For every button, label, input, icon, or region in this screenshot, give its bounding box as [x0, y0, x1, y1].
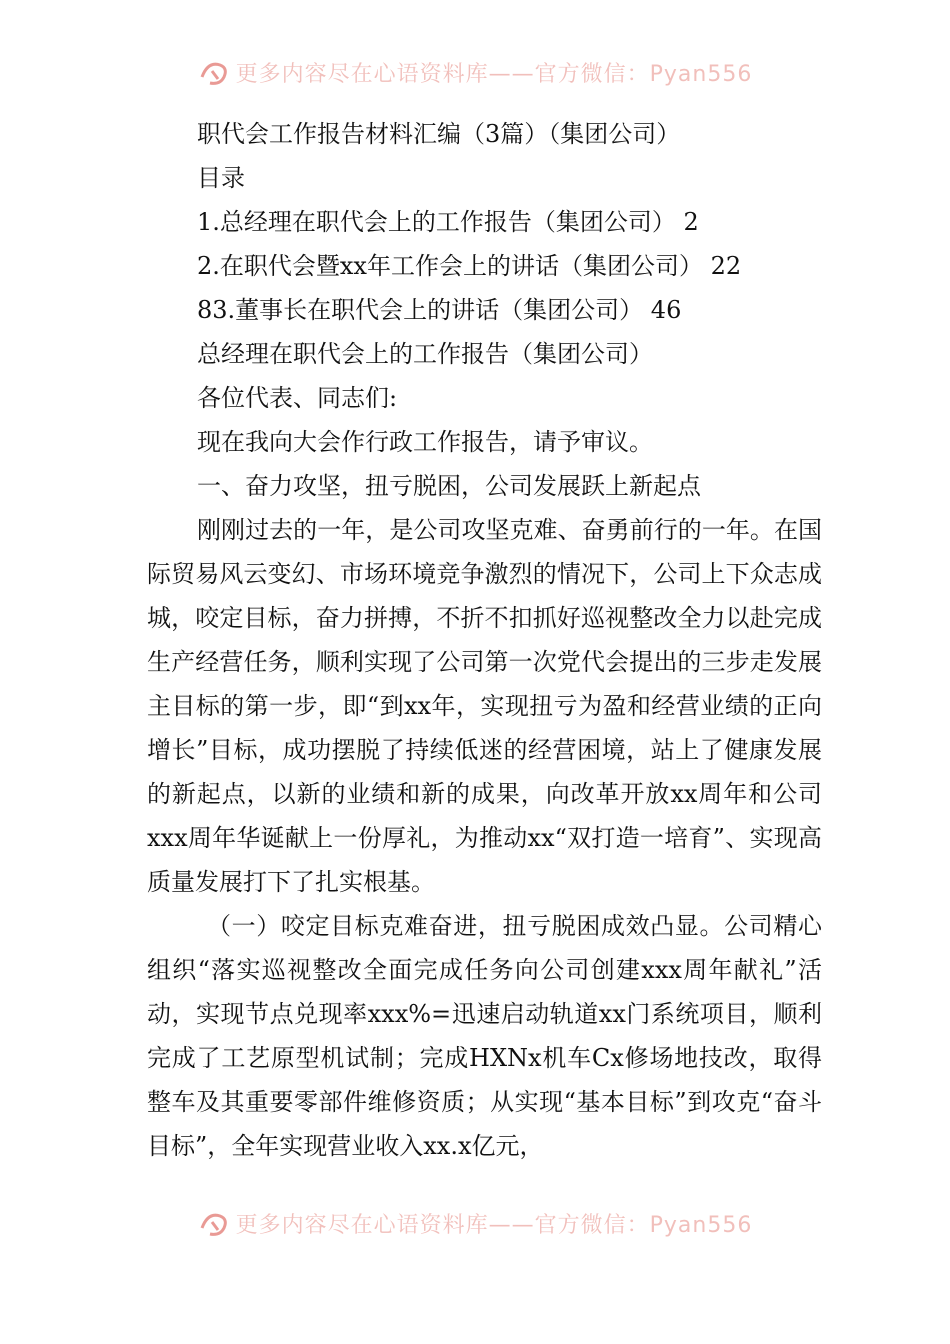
watermark-logo-icon	[198, 57, 232, 87]
body-paragraph-2: （一）咬定目标克难奋进，扭亏脱困成效凸显。公司精心组织“落实巡视整改全面完成任务向公司创建xxx周年献礼”活动，实现节点兑现率xxx%=迅速启动轨道xx门系统项目，顺利完成了工艺原型机试制；完成HXNx机车Cx修场地技改，取得整车及其重要零部件维修资质；从实现“基本目标”到攻克“奋斗目标”，全年实现营业收入xx.x亿元，	[147, 912, 822, 1160]
toc-item-1: 1.总经理在职代会上的工作报告（集团公司） 2	[197, 208, 699, 236]
watermark-text: 更多内容尽在心语资料库——官方微信：Pyan556	[235, 1212, 753, 1238]
toc-label: 目录	[197, 164, 245, 192]
body-paragraph-1: 刚刚过去的一年，是公司攻坚克难、奋勇前行的一年。在国际贸易风云变幻、市场环境竞争激烈的情况下，公司上下众志成城，咬定目标，奋力拼搏，不折不扣抓好巡视整改全力以赴完成生产经营任务，顺利实现了公司第一次党代会提出的三步走发展主目标的第一步，即“到xx年，实现扭亏为盈和经营业绩的正向增长”目标，成功摆脱了持续低迷的经营困境，站上了健康发展的新起点，以新的业绩和新的成果，向改革开放xx周年和公司xxx周年华诞献上一份厚礼，为推动xx“双打造一培育”、实现高质量发展打下了扎实根基。	[147, 516, 822, 896]
toc-item-3: 83.董事长在职代会上的讲话（集团公司） 46	[197, 296, 682, 324]
heading-1: 一、奋力攻坚，扭亏脱困，公司发展跃上新起点	[197, 472, 701, 500]
section-title: 总经理在职代会上的工作报告（集团公司）	[197, 340, 653, 368]
salutation: 各位代表、同志们:	[197, 384, 398, 412]
watermark-header	[0, 52, 950, 92]
document-body	[147, 112, 822, 1168]
intro-paragraph: 现在我向大会作行政工作报告，请予审议。	[197, 428, 653, 456]
watermark-text: 更多内容尽在心语资料库——官方微信：Pyan556	[235, 61, 753, 87]
watermark-logo-icon	[198, 1208, 232, 1238]
toc-item-2: 2.在职代会暨xx年工作会上的讲话（集团公司） 22	[197, 252, 742, 280]
watermark-footer	[0, 1203, 950, 1243]
document-title: 职代会工作报告材料汇编（3篇）（集团公司）	[197, 120, 681, 148]
